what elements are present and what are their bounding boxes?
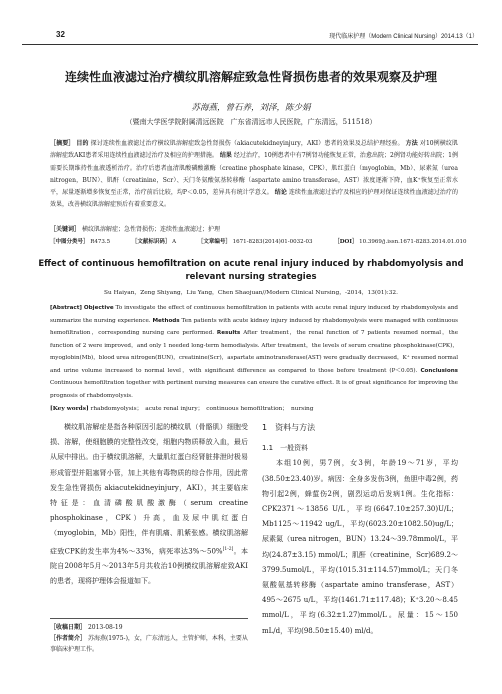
clc-label: ［中图分类号］: [50, 239, 89, 245]
methods-label-en: Methods: [152, 317, 180, 324]
objective-label-cn: 目的: [76, 140, 89, 147]
authors-en: Su Haiyan，Zeng Shiyang，Liu Yang，Chen Shaojuan//Modern Clinical Nursing，-2014，13(01):32.: [104, 290, 398, 296]
clc-value: R473.5: [90, 239, 111, 245]
keywords-cn: [50, 224, 458, 233]
title-en-line-2: relevant nursing strategies: [185, 272, 317, 282]
author-bio: [50, 633, 248, 655]
page-number: 32: [56, 30, 65, 39]
body-left-column: [50, 420, 248, 590]
article-no-value: 1671-8283(2014)01-0032-03: [232, 239, 313, 245]
results-label-en: Results: [216, 330, 241, 336]
intro-paragraph: [50, 420, 248, 590]
keywords-text-en: rhabdomyolysis； acute renal injury； continuous hemofiltration； nursing: [90, 406, 314, 412]
keywords-text-cn: 横纹肌溶解症；急性肾损伤；连续性血液滤过；护理: [81, 226, 220, 233]
doi-label: ［DOI］: [334, 239, 358, 245]
abstract-cn: [50, 138, 458, 212]
doi-value: 10.3969/j.issn.1671-8283.2014.01.010: [359, 239, 467, 245]
methods-text-cn: 对10例横纹肌溶解症致AKI患者采用连续性血液滤过治疗及相应的护理措施。: [50, 140, 458, 160]
author-bio-text: 苏海燕(1975-)，女，广东清远人，主管护师，本科，主要从事临床护理工作。: [50, 635, 248, 653]
general-data-paragraph: 本组10例，男7例，女3例，年龄19～71岁，平均(38.50±23.40)岁。病因：全身多发伤3例，鱼胆中毒2例，药物引起2例，蜂蜇伤2例，剧烈运动后发病1例。生化指标：CPK2371～13856 U/L，平均(6647.10±257.30)U/L；Mb1125～11942 ug/L，平均(6023.20±1082.50)ug/L；尿素氮（urea nitrogen，BUN）13.24～39.78mmol/L，平均(24.87±3.15) mmol/L；肌酐（creatinine，Scr)689.2～3799.5umol/L，平均(1015.31±114.57)mmol/L；天门冬氨酸氨基转移酶（aspartate amino transferase，AST）495～2675 u/L，平均(1461.71±117.48)；K⁺3.20～8.45 mmol/L，平均(6.32±1.27)mmol/L。尿量：15～150 mL/d，平均(98.50±15.40) ml/d。: [262, 459, 458, 635]
results-text-en: After treatment，the renal function of 7 patients resumed normal，the function of 2 were improved，and only 1 needed long-term hemodialysis. After treatment，the levels of serum creatine phosphokinase(CPK)，myoglobin(Mb)，blood urea nitrogen(BUN)，creatinine(Scr)，aspartate aminotransferase(AST) were gradually decreased，K⁺ resumed normal and urine volume increased to normal level，with significant difference as compared to those before treatment (P＜0.05).: [50, 330, 459, 374]
keywords-label-cn: ［关键词］: [50, 226, 81, 233]
received-value: 2013-08-19: [87, 624, 123, 631]
journal-title: 现代临床护理（Modern Clinical Nursing）2014.13（1）: [329, 34, 478, 40]
clc-field: [50, 239, 120, 245]
methods-label-cn: 方法: [405, 140, 418, 147]
abstract-label-cn: ［摘要］: [50, 140, 75, 147]
methods-text-en: Ten patients with acute kidney injury induced by rhabdomyolysis were managed with continuous hemofiltration，corresponding nursing care performed.: [50, 317, 459, 336]
received-label: ［收稿日期］: [50, 624, 87, 631]
intro-text-tail: 。本院自2008年5月～2013年5月共收治10例横纹肌溶解症致AKI的患者，现将护理体会报道如下。: [50, 546, 249, 586]
abstract-label-en: [Abstract]: [50, 305, 82, 311]
intro-text: 横纹肌溶解症是指各种原因引起的横纹肌（骨骼肌）细胞受损、溶解，使细胞膜的完整性改变，细胞内物质释放入血，最后从尿中排出。由于横纹肌溶解，大量肌红蛋白经肾脏排泄时极易形成管型并阻塞肾小管，加上其他有毒物质的综合作用，因此常发生急性肾损伤 akiacutekidneyinjury，AKI），其主要临床特征是：血清磷酸肌酸激酶（serum creatine phosphokinase，CPK）升高，血及尿中肌红蛋白（myoglobin，Mb）阳性，伴有肌痛、肌紫张感。横纹肌溶解症致CPK的发生率为4%～33%，病死率达3%～50%: [50, 423, 248, 555]
doc-code-label: ［文献标识码］: [131, 239, 171, 245]
doc-code-value: A: [172, 239, 177, 245]
keywords-label-en: [Key words]: [50, 406, 89, 412]
keywords-en: [50, 403, 458, 412]
results-label-cn: 结果: [219, 152, 232, 160]
footnote: [50, 618, 248, 655]
affiliation-cn: （暨南大学医学院附属清远医院 广东省清远市人民医院，广东清远，511518）: [125, 118, 377, 126]
results-text-cn: 经过治疗，10例患者中有7例肾功能恢复正常，治愈出院；2例肾功能好转出院；1例需要长期维持性血液透析治疗。治疗后患者血清肌酸磷酸激酶（creatine phosphate kinase，CPK）、肌红蛋白（myoglobin，Mb）、尿素氮（urea nitrogen，BUN）、肌酐（creatinine，Scr）、天门冬氨酸氨基转移酶（aspartate amino transferase，AST）浓度逐渐下降，血K⁺恢复至正常水平，尿量逐渐增多恢复至正常，治疗前后比较，均P＜0.05，差异具有统计学意义。: [50, 152, 458, 197]
authors-cn: 苏海燕，曾石养，刘泽，陈少娟: [191, 103, 311, 113]
article-title-en: [0, 258, 502, 284]
title-en-line-1: Effect of continuous hemofiltration on acute renal injury induced by rhabdomyolysis and: [38, 259, 464, 269]
section-heading-1-1: 1.1 一般资料: [262, 444, 309, 453]
author-bio-label: ［作者简介］: [50, 635, 87, 642]
article-no-label: ［文章编号］: [197, 239, 231, 245]
objective-text-en: To investigate the effect of continuous hemofiltration in patients with acute renal injury induced by rhabdomyolysis and summarize the nursing experience.: [50, 305, 459, 324]
conclusion-label-cn: 结论: [274, 189, 287, 197]
objective-label-en: Objective: [83, 305, 114, 311]
body-right-column: [262, 420, 458, 639]
conclusion-text-cn: 连续性血液滤过治疗及相应的护理对保证连续性血液滤过治疗的效果，改善横纹肌溶解症预后有着重要意义。: [50, 189, 458, 209]
doi-field: [334, 239, 476, 245]
objective-text-cn: 探讨连续性血液滤过治疗横纹肌溶解症致急性肾损伤（akiacutekidneyinjury，AKI）患者的效果及总结护理经验。: [90, 140, 404, 147]
classification-line: [50, 237, 467, 245]
received-date: [50, 622, 248, 633]
article-title-cn: 连续性血液滤过治疗横纹肌溶解症致急性肾损伤患者的效果观察及护理: [64, 70, 437, 84]
article-no-field: [198, 239, 323, 245]
conclusion-label-en: Conclusions: [420, 367, 459, 374]
section-heading-1: 1 资料与方法: [262, 423, 316, 432]
conclusion-text-en: Continuous hemofiltration together with pertinent nursing measures can ensure the curative effect. It is of great significance for improving the prognosis of rhabdomyolysis.: [50, 380, 458, 399]
citation-ref: [1-2]: [222, 546, 234, 552]
doc-code-field: [132, 239, 186, 245]
abstract-en: [50, 302, 458, 402]
running-header: [22, 30, 478, 45]
